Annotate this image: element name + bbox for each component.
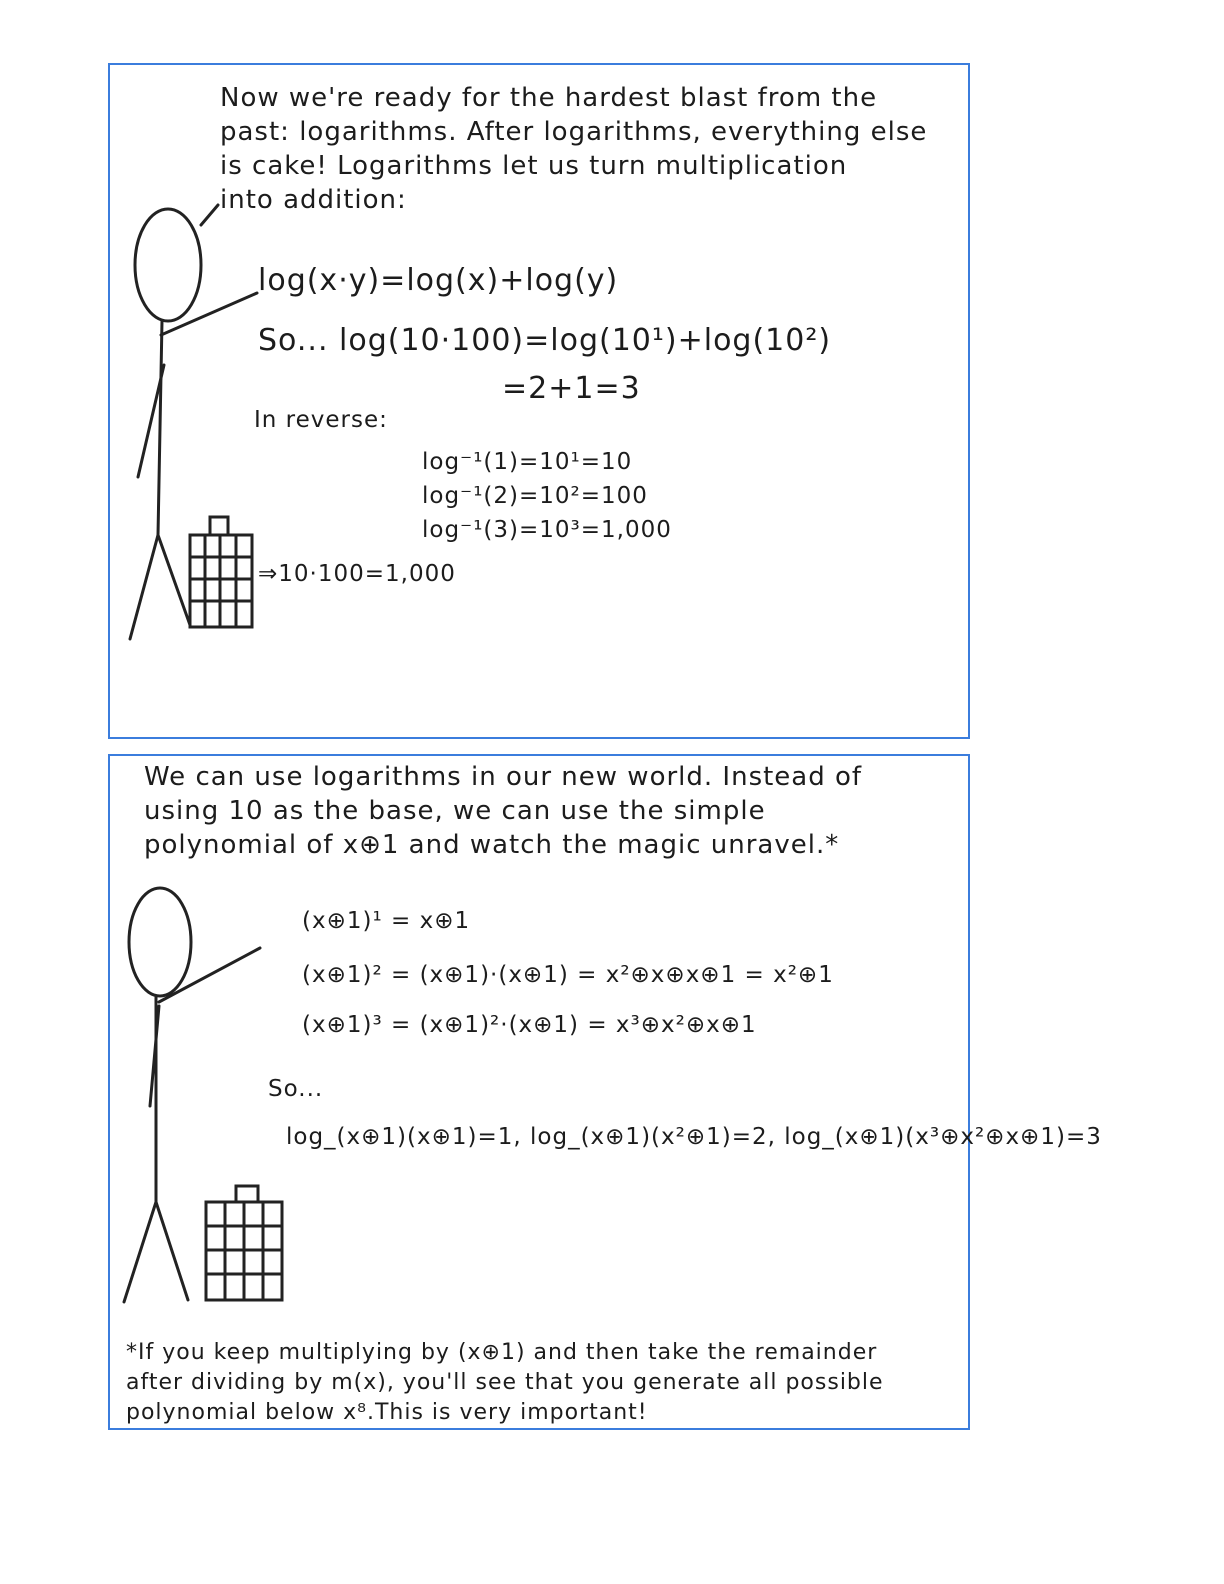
log-base-results: log_(x⊕1)(x⊕1)=1, log_(x⊕1)(x²⊕1)=2, log_(x⊕1)(x³⊕x²⊕x⊕1)=3 (286, 1124, 1102, 1150)
narration-line: is cake! Logarithms let us turn multiplication (220, 151, 848, 181)
narration-line: using 10 as the base, we can use the simple (144, 796, 766, 826)
comic-panel-2 (108, 754, 1102, 1430)
conclusion: ⇒10·100=1,000 (258, 561, 456, 587)
inverse-log-2: log⁻¹(2)=10²=100 (422, 483, 648, 509)
narration-line: polynomial of x⊕1 and watch the magic unravel.* (144, 830, 840, 860)
power-1: (x⊕1)¹ = x⊕1 (302, 908, 471, 934)
log-example: So... log(10·100)=log(10¹)+log(10²) (258, 323, 832, 358)
narration-line: Now we're ready for the hardest blast from the (220, 83, 878, 113)
log-example-result: =2+1=3 (502, 371, 641, 406)
comic-panel-1 (108, 63, 970, 739)
in-reverse-label: In reverse: (254, 407, 388, 433)
power-2: (x⊕1)² = (x⊕1)·(x⊕1) = x²⊕x⊕x⊕1 = x²⊕1 (302, 962, 834, 988)
footnote-line: polynomial below x⁸.This is very important! (126, 1400, 648, 1425)
inverse-log-3: log⁻¹(3)=10³=1,000 (422, 517, 672, 543)
panel1-narration (220, 81, 927, 217)
power-3: (x⊕1)³ = (x⊕1)²·(x⊕1) = x³⊕x²⊕x⊕1 (302, 1012, 757, 1038)
narration-line: into addition: (220, 185, 407, 215)
footnote-line: after dividing by m(x), you'll see that you generate all possible (126, 1370, 884, 1395)
log-product-rule: log(x·y)=log(x)+log(y) (258, 263, 619, 298)
footnote-line: *If you keep multiplying by (x⊕1) and then take the remainder (126, 1340, 878, 1365)
panel2-narration (144, 760, 862, 862)
so-label: So... (268, 1076, 324, 1102)
footnote (126, 1338, 884, 1428)
inverse-log-1: log⁻¹(1)=10¹=10 (422, 449, 633, 475)
narration-line: past: logarithms. After logarithms, everything else (220, 117, 928, 147)
narration-line: We can use logarithms in our new world. Instead of (144, 762, 863, 792)
